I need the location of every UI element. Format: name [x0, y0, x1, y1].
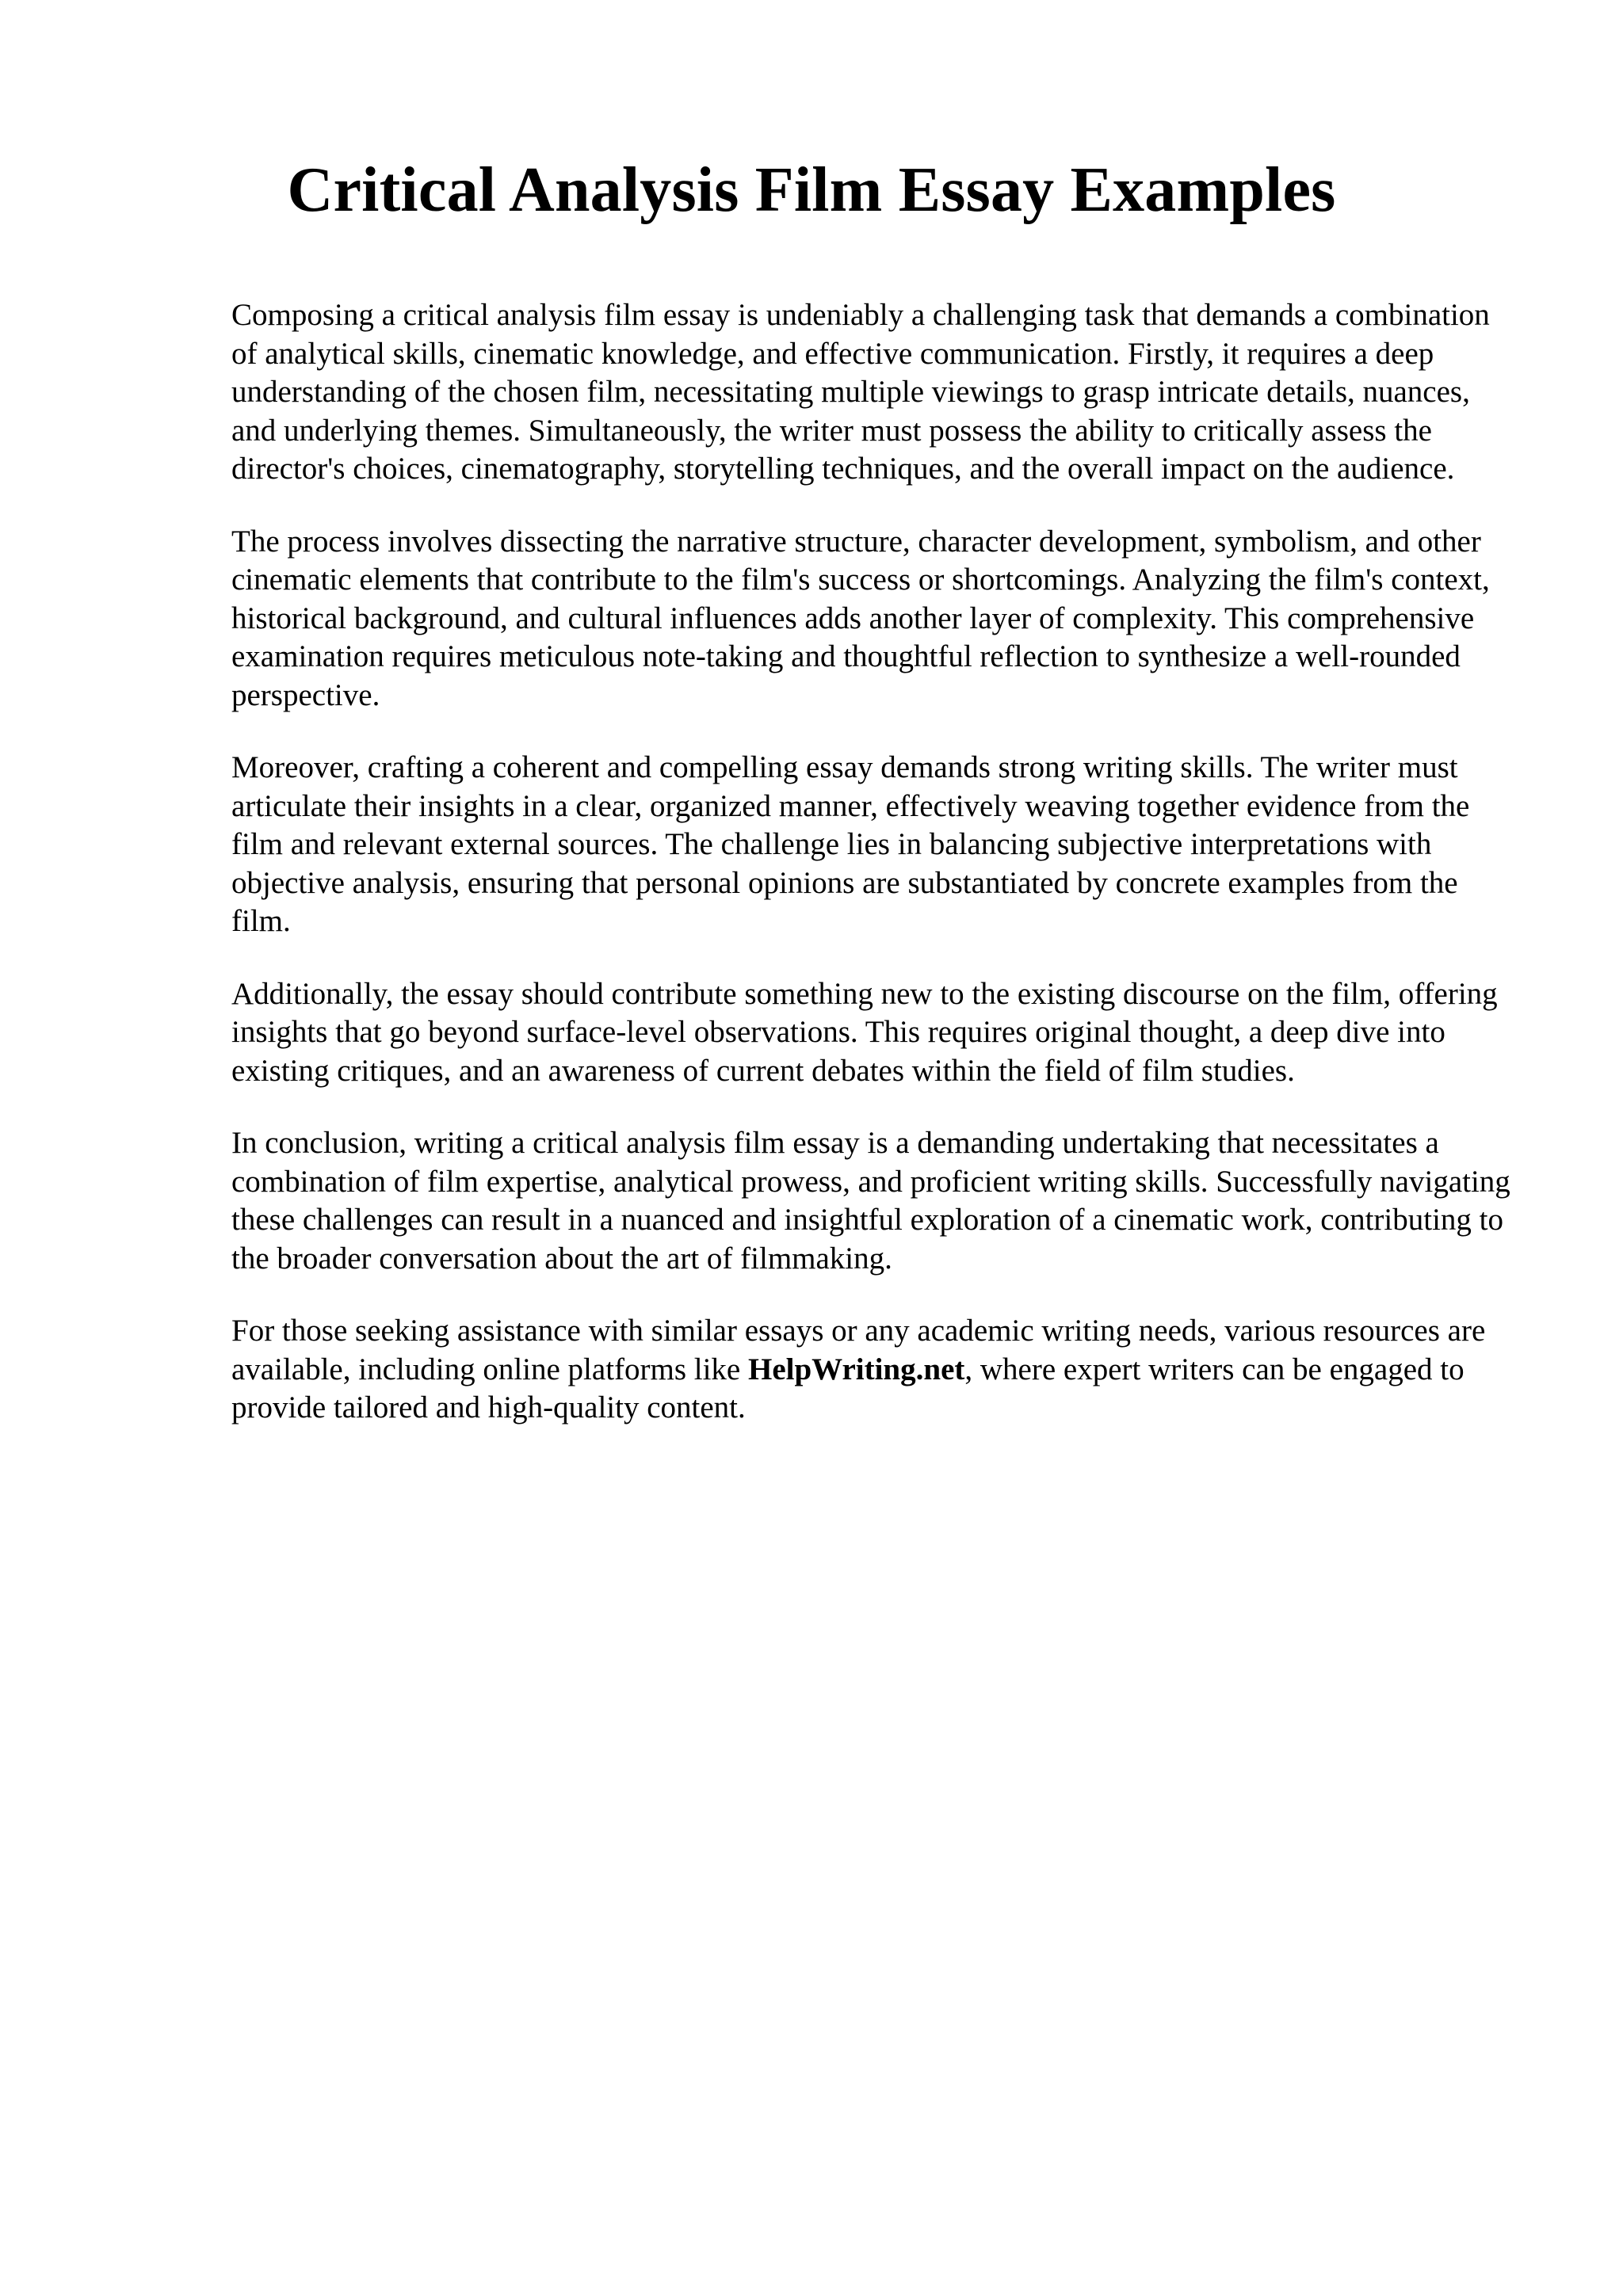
closing-text-before: For those seeking assistance with similar essays or any academic writing needs, various resources are available, including online platforms like [231, 1314, 1486, 1386]
document-title: Critical Analysis Film Essay Examples [287, 155, 1336, 225]
document-body [231, 296, 1519, 1462]
helpwriting-link[interactable]: HelpWriting.net [748, 1352, 965, 1386]
paragraph-3: Moreover, crafting a coherent and compelling essay demands strong writing skills. The writer must articulate their insights in a clear, organized manner, effectively weaving together evidence from the film and relevant external sources. The challenge lies in balancing subjective interpretations with objective analysis, ensuring that personal opinions are substantiated by concrete examples from the film. [231, 750, 1470, 938]
paragraph-1: Composing a critical analysis film essay is undeniably a challenging task that demands a combination of analytical skills, cinematic knowledge, and effective communication. Firstly, it requires a deep understanding of the chosen film, necessitating multiple viewings to grasp intricate details, nuances, and underlying themes. Simultaneously, the writer must possess the ability to critically assess the director's choices, cinematography, storytelling techniques, and the overall impact on the audience. [231, 298, 1490, 486]
paragraph-2: The process involves dissecting the narrative structure, character development, symbolism, and other cinematic elements that contribute to the film's success or shortcomings. Analyzing the film's context, historical background, and cultural influences adds another layer of complexity. This comprehensive examination requires meticulous note-taking and thoughtful reflection to synthesize a well-rounded perspective. [231, 524, 1490, 712]
closing-text-after: , where expert writers can be engaged to provide tailored and high-quality content. [231, 1352, 1465, 1425]
paragraph-4: Additionally, the essay should contribute something new to the existing discourse on the film, offering insights that go beyond surface-level observations. This requires original thought, a deep dive into existing critiques, and an awareness of current debates within the field of film studies. [231, 976, 1498, 1088]
paragraph-5: In conclusion, writing a critical analysis film essay is a demanding undertaking that necessitates a combination of film expertise, analytical prowess, and proficient writing skills. Successfully navigating these challenges can result in a nuanced and insightful exploration of a cinematic work, contributing to the broader conversation about the art of filmmaking. [231, 1126, 1510, 1276]
paragraph-6 [231, 1312, 1519, 1428]
